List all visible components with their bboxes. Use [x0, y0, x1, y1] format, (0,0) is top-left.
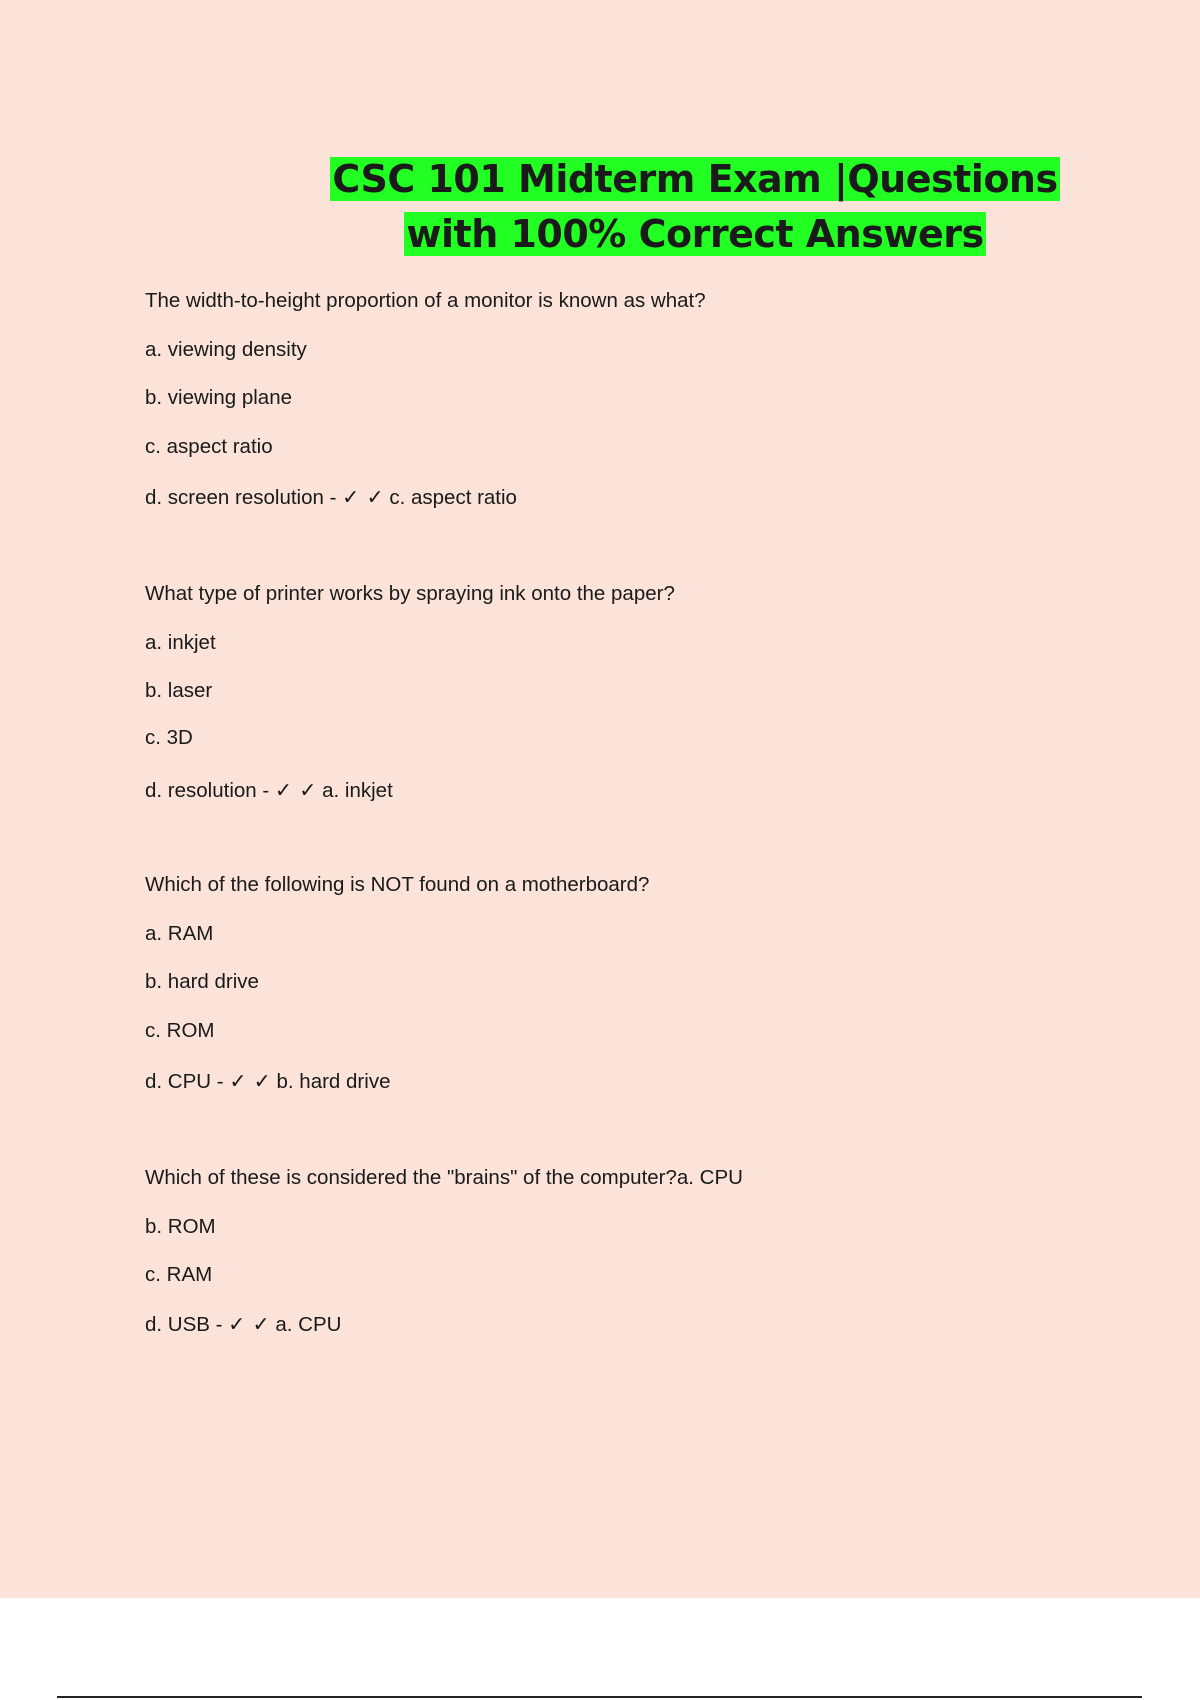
option-b: b. laser: [145, 679, 213, 702]
option-b: b. hard drive: [145, 970, 259, 993]
option-c: c. aspect ratio: [145, 435, 273, 458]
footer-divider: [57, 1696, 1142, 1698]
checkmark-icon: ✓ ✓: [342, 485, 384, 509]
correct-answer: c. aspect ratio: [389, 486, 517, 509]
option-c: c. RAM: [145, 1263, 213, 1286]
option-d-with-answer: [145, 484, 517, 511]
option-c: c. ROM: [145, 1019, 215, 1042]
option-d-with-answer: [145, 777, 393, 804]
option-d: d. CPU -: [145, 1070, 224, 1093]
question-prompt: Which of these is considered the "brains" of the computer?a. CPU: [145, 1166, 743, 1189]
option-c: c. 3D: [145, 726, 193, 749]
correct-answer: b. hard drive: [276, 1070, 391, 1093]
checkmark-icon: ✓ ✓: [228, 1312, 270, 1336]
option-d: d. screen resolution -: [145, 486, 337, 509]
checkmark-icon: ✓ ✓: [274, 778, 317, 802]
option-b: b. viewing plane: [145, 386, 293, 409]
document-title: [300, 152, 1090, 262]
title-line-2: with 100% Correct Answers: [406, 212, 984, 256]
option-d-with-answer: [145, 1068, 390, 1095]
option-d: d. USB -: [145, 1313, 223, 1336]
option-a: a. inkjet: [145, 631, 216, 654]
checkmark-icon: ✓ ✓: [229, 1069, 271, 1093]
option-a: a. viewing density: [145, 338, 307, 361]
question-prompt: The width-to-height proportion of a monitor is known as what?: [145, 289, 706, 312]
option-b: b. ROM: [145, 1215, 216, 1238]
title-line-1: CSC 101 Midterm Exam |Questions: [332, 157, 1058, 201]
option-a: a. RAM: [145, 922, 214, 945]
question-prompt: What type of printer works by spraying ink onto the paper?: [145, 582, 675, 605]
option-d: d. resolution -: [145, 779, 270, 802]
correct-answer: a. inkjet: [322, 779, 393, 802]
option-d-with-answer: [145, 1311, 341, 1338]
correct-answer: a. CPU: [275, 1313, 342, 1336]
question-prompt: Which of the following is NOT found on a motherboard?: [145, 873, 650, 896]
